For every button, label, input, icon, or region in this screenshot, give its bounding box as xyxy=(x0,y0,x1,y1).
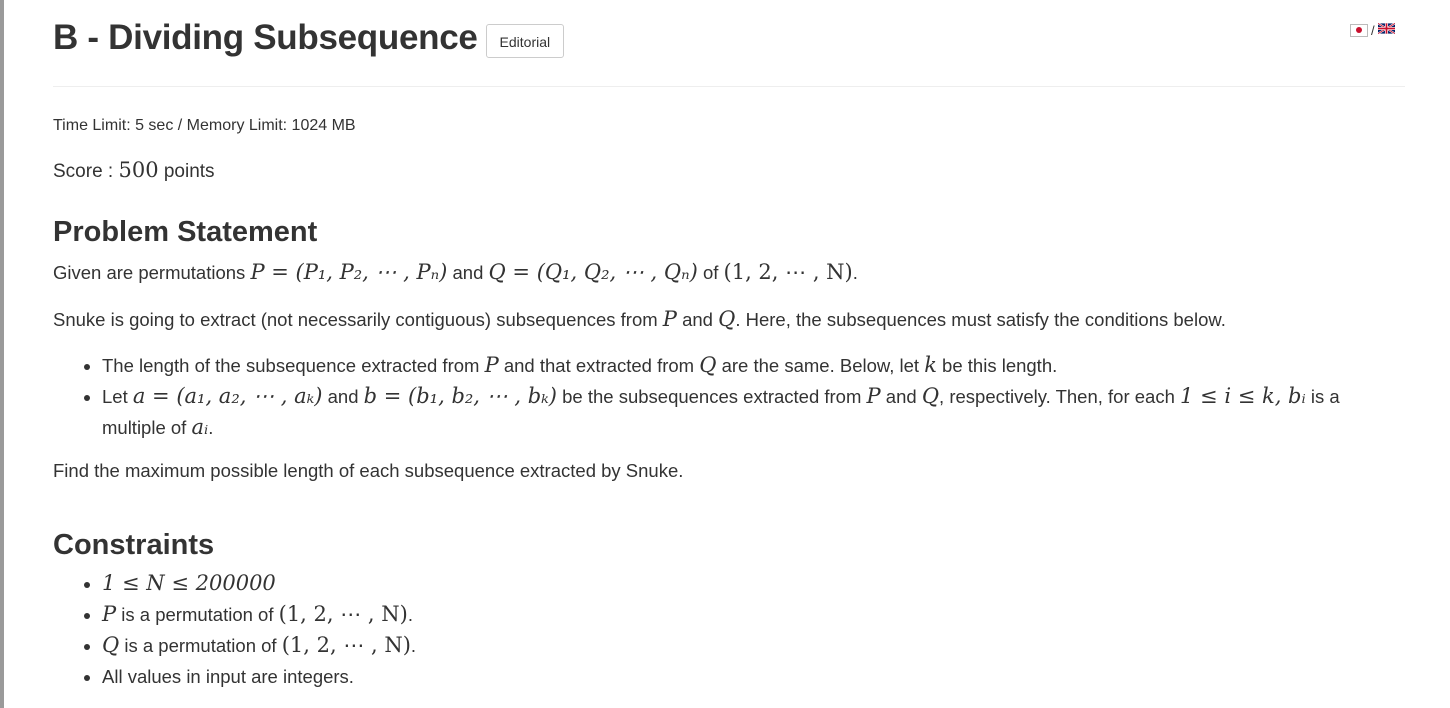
math-q: Q xyxy=(921,384,940,408)
math-p-def: P = (P₁, P₂, ⋯ , Pₙ) xyxy=(250,260,448,284)
text-segment: The length of the subsequence extracted from xyxy=(102,355,485,376)
score-text xyxy=(53,158,215,183)
math-q-def: Q = (Q₁, Q₂, ⋯ , Qₙ) xyxy=(488,260,698,284)
text-segment: and xyxy=(447,262,489,283)
header-divider xyxy=(53,86,1405,87)
page-title: B - Dividing Subsequence xyxy=(53,18,478,57)
math-a-def: a = (a₁, a₂, ⋯ , aₖ) xyxy=(132,384,323,408)
list-item xyxy=(102,350,1340,381)
text-segment: . xyxy=(208,417,214,438)
left-border xyxy=(0,0,4,708)
problem-line-2 xyxy=(53,307,1226,331)
text-segment: , respectively. Then, for each xyxy=(939,386,1181,407)
text-segment: be the subsequences extracted from xyxy=(556,386,867,407)
math-p: P xyxy=(102,602,117,626)
editorial-button[interactable]: Editorial xyxy=(486,24,565,58)
math-p: P xyxy=(866,384,881,408)
math-p: P xyxy=(662,307,677,331)
uk-flag-icon[interactable] xyxy=(1378,22,1395,38)
list-item xyxy=(102,381,1340,443)
japan-flag-icon[interactable] xyxy=(1350,24,1368,37)
score-label: Score : xyxy=(53,161,119,182)
text-segment: and xyxy=(880,386,922,407)
constraints-list xyxy=(80,568,416,692)
math-q: Q xyxy=(699,353,717,377)
list-item xyxy=(102,568,416,599)
score-unit: points xyxy=(158,161,215,182)
text-segment: Given are permutations xyxy=(53,262,251,283)
text-segment: . xyxy=(407,604,413,625)
math-range: (1, 2, ⋯ , N) xyxy=(723,260,853,284)
problem-line-1 xyxy=(53,260,858,284)
constraints-heading: Constraints xyxy=(53,529,215,561)
lang-separator: / xyxy=(1371,22,1375,38)
text-segment: . Here, the subsequences must satisfy the conditions below. xyxy=(735,309,1226,330)
math-range: (1, 2, ⋯ , N) xyxy=(281,633,411,657)
math-b-def: b = (b₁, b₂, ⋯ , bₖ) xyxy=(363,384,557,408)
limits-text: Time Limit: 5 sec / Memory Limit: 1024 MB xyxy=(53,117,356,134)
text-segment: and that extracted from xyxy=(498,355,700,376)
math-k: k xyxy=(924,353,937,377)
text-segment: . xyxy=(852,262,858,283)
text-segment: is a permutation of xyxy=(116,604,279,625)
list-item xyxy=(102,661,416,692)
text-segment: Let xyxy=(102,386,133,407)
text-segment: multiple of xyxy=(102,417,192,438)
text-segment: . xyxy=(410,635,417,656)
language-switcher xyxy=(1350,22,1395,38)
math-ai: aᵢ xyxy=(191,415,209,439)
conditions-list xyxy=(80,350,1340,443)
math-n-range: 1 ≤ N ≤ 200000 xyxy=(102,571,276,595)
math-q: Q xyxy=(718,307,736,331)
text-segment: All values in input are integers. xyxy=(102,666,354,687)
text-segment: and xyxy=(322,386,364,407)
text-segment: Snuke is going to extract (not necessarily contiguous) subsequences from xyxy=(53,309,663,330)
text-segment: is a permutation of xyxy=(119,635,282,656)
list-item xyxy=(102,630,416,661)
math-p: P xyxy=(484,353,499,377)
list-item xyxy=(102,599,416,630)
text-segment: be this length. xyxy=(936,355,1058,376)
score-value: 500 xyxy=(118,158,159,182)
text-segment: is a xyxy=(1305,386,1340,407)
math-q: Q xyxy=(102,633,120,657)
text-segment: and xyxy=(676,309,719,330)
title-row xyxy=(53,18,564,58)
problem-statement-heading: Problem Statement xyxy=(53,216,318,248)
text-segment: of xyxy=(697,262,724,283)
text-segment: are the same. Below, let xyxy=(716,355,925,376)
math-range: (1, 2, ⋯ , N) xyxy=(278,602,408,626)
math-index-range: 1 ≤ i ≤ k, bᵢ xyxy=(1180,384,1306,408)
problem-line-3: Find the maximum possible length of each subsequence extracted by Snuke. xyxy=(53,460,684,481)
